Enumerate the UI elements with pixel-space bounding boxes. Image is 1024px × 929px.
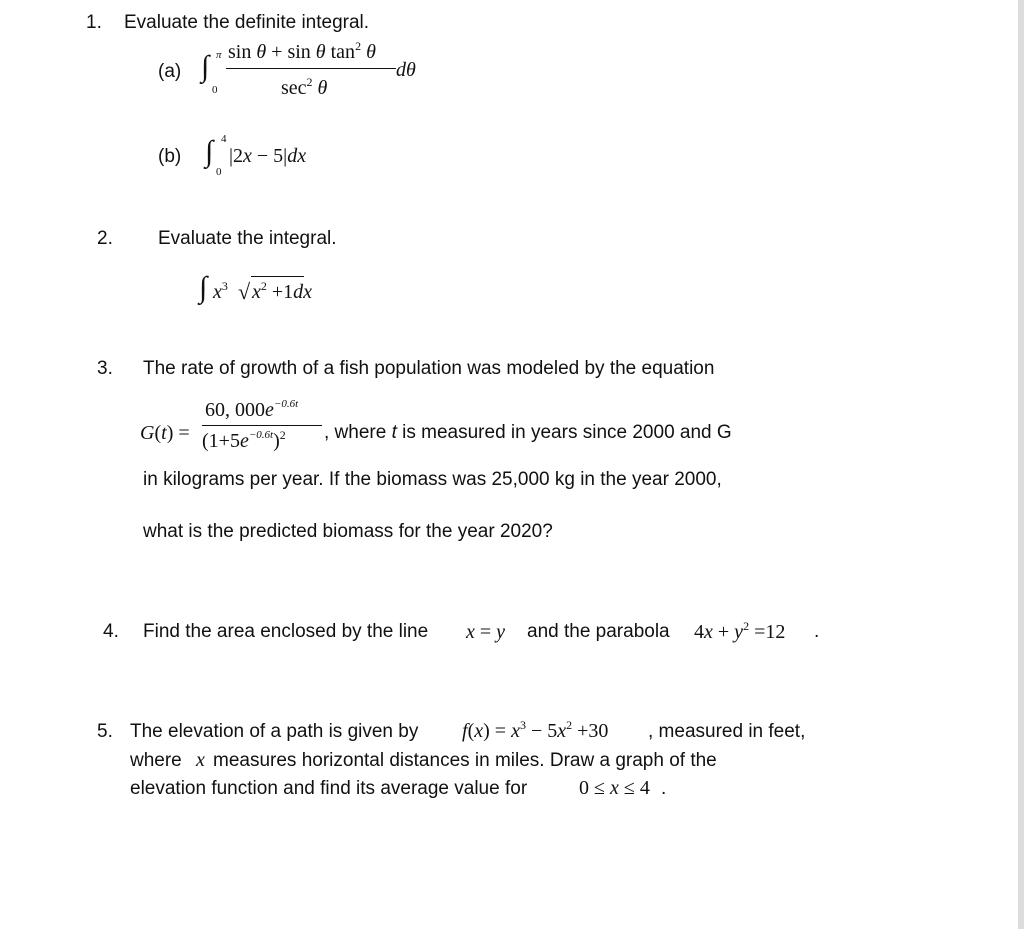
radical-bar (251, 276, 304, 277)
question-text: Find the area enclosed by the line (143, 621, 429, 642)
lower-limit: 0 (216, 166, 222, 178)
question-text: . (661, 778, 667, 799)
differential: dθ (396, 59, 416, 81)
question-number: 3. (97, 358, 113, 379)
denominator: $\sec^2 \theta$ (281, 75, 328, 99)
part-label: (b) (158, 146, 182, 167)
question-number: 2. (97, 228, 113, 249)
part-label: (a) (158, 61, 182, 82)
parabola-equation: $4x + y^2 =12$ (694, 619, 786, 643)
page-edge (1018, 0, 1024, 929)
question-text: elevation function and find its average value for (130, 778, 528, 799)
lower-limit: 0 (212, 84, 218, 96)
numerator: 60, $000e^{-0.6t}$ (205, 398, 299, 421)
question-text: measures horizontal distances in miles. Draw a graph of the (213, 750, 717, 771)
integrand: |2x − 5|dx (229, 145, 307, 167)
question-text: The elevation of a path is given by (130, 721, 419, 742)
question-text: and the parabola (527, 621, 670, 642)
interval: 0 ≤ x ≤ 4 (579, 777, 650, 799)
fraction-bar (202, 425, 322, 426)
upper-limit: 4 (221, 133, 227, 145)
question-text: , measured in feet, (648, 721, 806, 742)
integral-sign: ∫ (201, 50, 210, 83)
question-line: in kilograms per year. If the biomass was 25,000 kg in the year 2000, (143, 469, 722, 490)
question-text: . (814, 621, 820, 642)
numerator: sin θ + sin θ $\tan^2 \theta$ (228, 39, 376, 63)
question-line: , where t is measured in years since 2000 and G (324, 422, 732, 443)
question-number: 4. (103, 621, 119, 642)
integral-sign: ∫ (205, 135, 214, 168)
question-line: The rate of growth of a fish population was modeled by the equation (143, 358, 715, 379)
integral-sign: ∫ (199, 271, 208, 304)
question-text: where (130, 750, 182, 771)
function-equation: $f(x) = x^3 - 5x^2 +30$ (462, 718, 609, 742)
integrand: $x^3$ (213, 279, 228, 303)
question-number: 1. (86, 12, 102, 33)
equation-lhs: G(t) = (140, 422, 190, 444)
variable-x: x (196, 749, 205, 771)
radicand: $x^2 +1dx$ (252, 279, 313, 303)
denominator: $(1+5e^{-0.6t})^2$ (202, 428, 286, 452)
upper-limit: π (216, 49, 222, 61)
line-equation: x = y (466, 621, 506, 643)
question-line: what is the predicted biomass for the year 2020? (143, 521, 553, 542)
question-prompt: Evaluate the definite integral. (124, 12, 370, 33)
question-number: 5. (97, 721, 113, 742)
radical-sign: √ (238, 279, 251, 304)
fraction-bar (226, 68, 396, 69)
question-prompt: Evaluate the integral. (158, 228, 337, 249)
